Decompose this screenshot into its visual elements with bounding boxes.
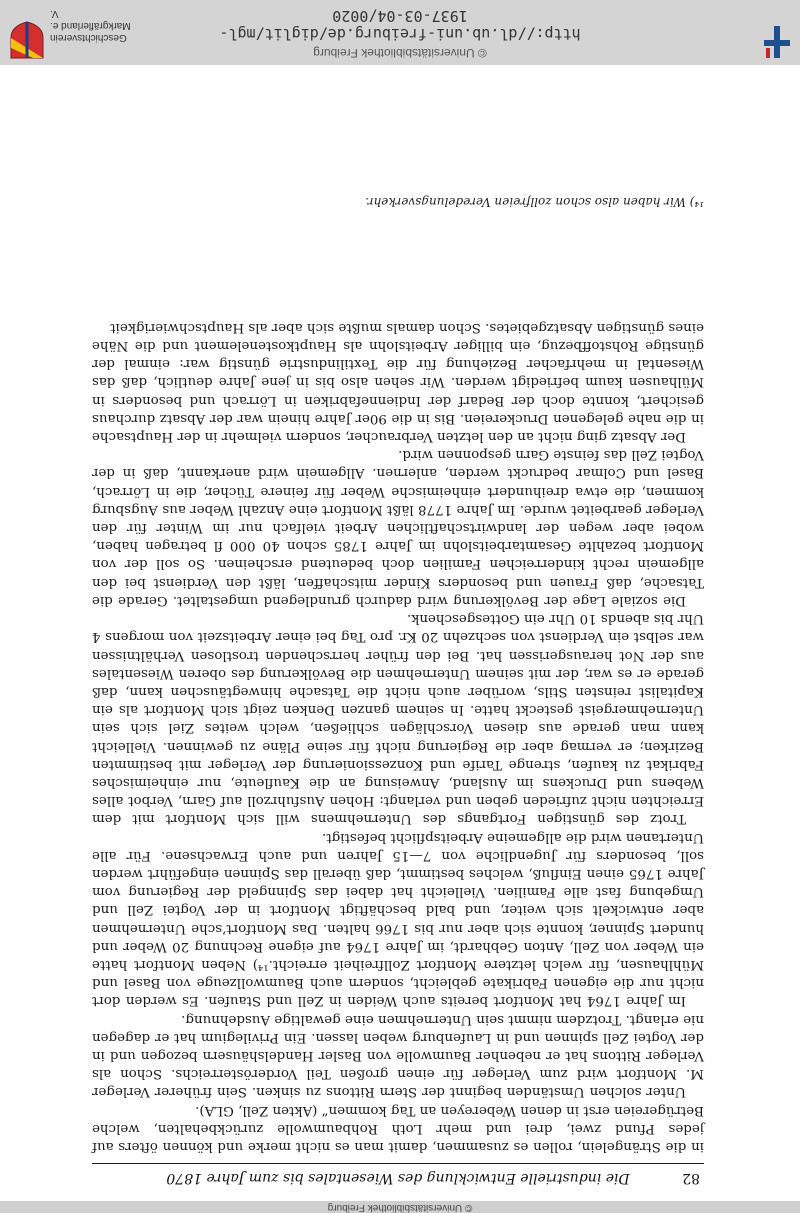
page-number: 82 — [682, 1170, 700, 1186]
running-title: Die industrielle Entwicklung des Wiesentales bis zum Jahre 1870 — [166, 1170, 630, 1186]
top-banner — [0, 1201, 800, 1213]
footer-copyright: © Universitätsbibliothek Freiburg — [313, 46, 487, 60]
university-logo-icon — [762, 24, 792, 60]
top-copyright: © Universitätsbibliothek Freiburg — [327, 1202, 473, 1213]
paragraph: in die Strängelein, rollen es zusammen, damit man es nicht merke und können öfters auf jedes Pfund zwei, drei und mehr Loth Rohbaumwolle zurückbehalten, welche Betrügereien erst in denen Webereyen an Tag kommen“ (Akten Zell, GLA). — [92, 1102, 704, 1154]
paragraph: Unter solchen Umständen beginnt der Stern Rittons zu sinken. Sein früherer Verleger M. Montfort wird zum Verleger für einen großen Teil Vorderösterreichs. Schon als Verleger Rittons hat er nebenher Baumwolle von Basler Handelshäusern bezogen und in der Vogtei Zell spinnen und in Laufenburg weben lassen. Ein Privilegium hat er dagegen nie erlangt. Trotzdem nimmt sein Unternehmen eine gewaltige Ausdehnung. — [92, 1011, 704, 1100]
page-header — [92, 1163, 704, 1188]
society-name: Geschichtsverein Markgräflerland e. V. — [50, 8, 131, 43]
paragraph: Im Jahre 1764 hat Montfort bereits auch Weiden in Zell und Staufen. Es werden dort nicht nur die eigenen Fabrikate gebleicht, sondern auch Baumwollzeuge von Basel und Mühlhausen, für welch letztere Montfort Zollfreiheit erreicht.¹⁴) Neben Montfort hatte ein Weber von Zell, Anton Gebhardt, im Jahre 1764 auf eigene Rechnung 20 Weber und hundert Spinner, konnte sich aber nur bis 1766 halten. Das Montfort’sche Unternehmen aber entwickelt sich weiter, und bald beschäftigt Montfort in der Vogtei Zell und Umgebung fast alle Familien. Vielleicht hat dabei das Spinngeld der Regierung vom Jahre 1765 einen Einfluß, welches bestimmt, daß überall das Spinnen eingeführt werden soll, besonders für Jugendliche von 7—15 Jahren und auch Erwachsene. Für alle Untertanen wird die allgemeine Arbeitspflicht befestigt. — [92, 829, 704, 1009]
paragraph: Trotz des günstigen Fortgangs des Unternehmens will sich Montfort mit dem Erreichten nicht zufrieden geben und verlangt: Hohen Ausfuhrzoll auf Garn, Verbot alles Webens und Druckens im Ausland, Anweisung an die Kaufleute, nur einheimisches Fabrikat zu kaufen, strenge Tarife und Konzessionierung der Verleger mit bestimmten Bezirken; er vermag aber die Regierung nicht für seine Pläne zu gewinnen. Vielleicht kann man gerade aus diesen Vorschlägen schließen, welch weites Ziel sich sein Unternehmergeist gesteckt hatte. In seinem ganzen Denken zeigt sich Montfort als ein Kapitalist reinsten Stils, worüber auch nicht die Tatsache hinwegtäuschen kann, daß gerade er es war, der mit seinem Unternehmen die Bevölkerung des oberen Wiesentales aus der Not herausgerissen hat. Bei den früher herrschenden trostlosen Verhältnissen war selbst ein Verdienst von sechzehn 20 Kr. pro Tag bei einer Arbeitszeit von morgens 4 Uhr bis abends 10 Uhr ein Gottesgeschenk. — [92, 611, 704, 827]
coat-of-arms-icon — [9, 20, 45, 60]
paragraph: Der Absatz ging nicht an den letzten Verbraucher, sondern vielmehr in der Hauptsache in die nahe gelegenen Druckereien. Bis in die 90er Jahre hinein war der Absatz durchaus gesichert, konnte doch der Bedarf der Indiennefabriken in Lörrach und besonders in Mülhausen kaum befriedigt werden. Wir sehen also bis in jene Jahre deutlich, daß das Wiesental in mehrfacher Beziehung für die Textilindustrie günstig war: einmal der günstige Rohstoffbezug, ein billiger Arbeitslohn als Hauptkostenelement und die Nähe eines günstigen Absatzgebietes. Schon damals mußte sich aber als Hauptschwierigkeit — [92, 319, 704, 445]
paragraph: Die soziale Lage der Bevölkerung wird dadurch grundlegend umgestaltet. Gerade die Tatsache, daß Frauen und besonders Kinder mitschaffen, läßt den Verdienst bei den allgemein recht kinderreichen Familien doch bedeutend erscheinen. So soll der von Montfort bezahlte Gesamtarbeitslohn im Jahre 1785 schon 40 000 fl betragen haben, wobei aber wegen der landwirtschaftlichen Arbeit vielfach nur im Winter für den Verleger gearbeitet wurde. Im Jahre 1778 läßt Montfort eine Anzahl Weber aus Augsburg kommen, die etwa dreihundert einheimische Weber für feinere Tücher, die in Lörrach, Basel und Colmar bedruckt werden, anlernen. Allgemein wird anerkannt, daß in der Vogtei Zell das feinste Garn gesponnen wird. — [92, 447, 704, 608]
body-text — [92, 318, 704, 1155]
permalink-url[interactable]: http://dl.ub.uni-freiburg.de/diglit/mgl-1937-03-04/0020 — [219, 7, 581, 43]
footnote: ¹⁴) Wir haben also schon zollfreien Veredelungsverkehr. — [365, 195, 704, 209]
